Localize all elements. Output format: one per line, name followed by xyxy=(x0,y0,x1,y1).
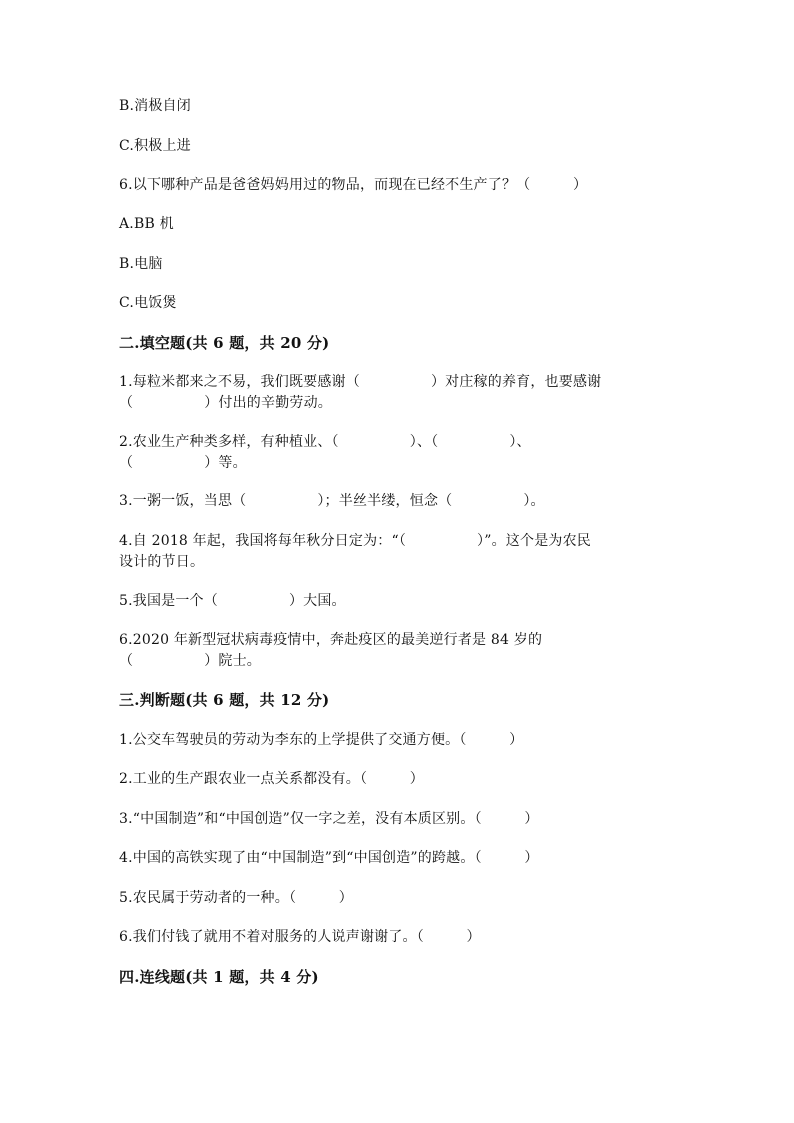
section2-q4-line2: 设计的节日。 xyxy=(119,554,205,570)
section3-q4: 4.中国的高铁实现了由“中国制造”到“中国创造”的跨越。（ ） xyxy=(119,850,539,866)
section2-q5: 5.我国是一个（ ）大国。 xyxy=(119,593,346,609)
part1-q5-option-c: C.积极上进 xyxy=(119,138,191,154)
section3-title: 三.判断题(共 6 题，共 12 分) xyxy=(119,691,330,709)
section3-q1: 1.公交车驾驶员的劳动为李东的上学提供了交通方便。（ ） xyxy=(119,732,524,748)
section2-q6-line1: 6.2020 年新型冠状病毒疫情中，奔赴疫区的最美逆行者是 84 岁的 xyxy=(119,632,543,648)
section3-q2: 2.工业的生产跟农业一点关系都没有。（ ） xyxy=(119,771,424,787)
section2-q1-line2: （ ）付出的辛勤劳动。 xyxy=(119,395,332,411)
section2-q2-line1: 2.农业生产种类多样，有种植业、（ ）、（ ）、 xyxy=(119,434,531,450)
part1-q6-option-b: B.电脑 xyxy=(119,256,163,272)
section3-q3: 3.“中国制造”和“中国创造”仅一字之差，没有本质区别。（ ） xyxy=(119,811,539,827)
section2-title: 二.填空题(共 6 题，共 20 分) xyxy=(119,334,330,352)
section3-q6: 6.我们付钱了就用不着对服务的人说声谢谢了。（ ） xyxy=(119,929,481,945)
section4-title: 四.连线题(共 1 题，共 4 分) xyxy=(119,968,319,986)
section2-q2-line2: （ ）等。 xyxy=(119,455,247,471)
section2-q4-line1: 4.自 2018 年起，我国将每年秋分日定为：“（ ）”。这个是为农民 xyxy=(119,533,591,549)
part1-q6-text: 6.以下哪种产品是爸爸妈妈用过的物品，而现在已经不生产了？（ ） xyxy=(119,177,588,193)
part1-q6-option-c: C.电饭煲 xyxy=(119,295,177,311)
part1-q6-option-a: A.BB 机 xyxy=(119,216,174,232)
section2-q1-line1: 1.每粒米都来之不易，我们既要感谢（ ）对庄稼的养育，也要感谢 xyxy=(119,374,602,390)
section2-q6-line2: （ ）院士。 xyxy=(119,653,261,669)
part1-q5-option-b: B.消极自闭 xyxy=(119,98,191,114)
section3-q5: 5.农民属于劳动者的一种。（ ） xyxy=(119,890,353,906)
section2-q3: 3.一粥一饭，当思（ ）；半丝半缕，恒念（ ）。 xyxy=(119,493,545,509)
